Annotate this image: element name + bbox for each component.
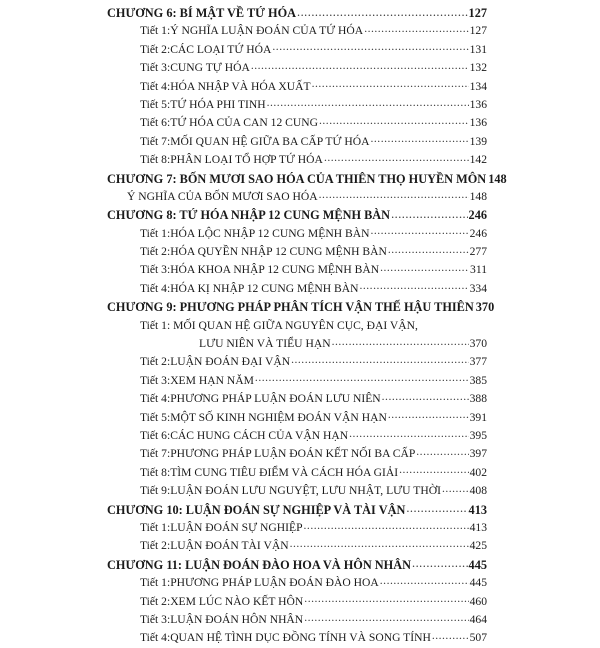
section-label: Tiết 3:	[140, 263, 171, 277]
page-number: 139	[469, 134, 487, 148]
page-number: 142	[469, 153, 487, 167]
page-number: 131	[469, 42, 487, 56]
section-title: QUAN HỆ TÌNH DỤC ĐỒNG TÍNH VÀ SONG TÍNH	[170, 631, 431, 645]
page-number: 134	[469, 79, 487, 93]
toc-chapter-entry	[107, 206, 487, 224]
section-label: Tiết 2:	[140, 594, 171, 608]
page-number: 460	[469, 594, 487, 608]
section-label: Tiết 4:	[140, 392, 171, 406]
page-number: 385	[469, 373, 487, 387]
section-label: Tiết 4:	[140, 631, 171, 645]
chapter-title: CHƯƠNG 11: LUẬN ĐOÁN ĐÀO HOA VÀ HÔN NHÂN	[107, 557, 412, 572]
page-number: 397	[469, 447, 487, 461]
section-label: Tiết 7:	[140, 447, 171, 461]
toc-section-entry	[107, 243, 487, 261]
chapter-title: CHƯƠNG 6: BÍ MẬT VỀ TỨ HÓA	[107, 6, 297, 20]
page-number: 127	[468, 6, 487, 20]
toc-section-entry	[107, 593, 487, 611]
page-number: 136	[469, 116, 487, 130]
section-label: Tiết 3:	[140, 61, 171, 75]
section-label: Tiết 2:	[140, 245, 171, 259]
section-label: Tiết 2:	[140, 355, 171, 369]
section-label: Tiết 8:	[140, 153, 171, 167]
toc-section-entry	[107, 611, 487, 629]
dot-leader	[388, 411, 469, 421]
dot-leader	[319, 190, 469, 200]
page-number: 246	[469, 226, 487, 240]
section-title: HÓA KHOA NHẬP 12 CUNG MỆNH BÀN	[170, 263, 380, 277]
toc-section-entry	[107, 188, 487, 206]
chapter-title: CHƯƠNG 9: PHƯƠNG PHÁP PHÂN TÍCH VẬN THẾ HẬU THIÊN	[107, 300, 474, 315]
section-title: TÌM CUNG TIÊU ĐIỂM VÀ CÁCH HÓA GIẢI	[170, 465, 399, 479]
section-label: Tiết 6:	[140, 116, 171, 130]
dot-leader	[312, 80, 469, 90]
dot-leader	[304, 521, 469, 531]
section-label: Tiết 6:	[140, 429, 171, 442]
section-label: Tiết 1:	[140, 24, 171, 38]
toc-section-entry	[107, 519, 487, 537]
toc-section-entry	[107, 151, 487, 169]
toc-section-entry	[107, 280, 487, 298]
dot-leader	[297, 7, 468, 17]
toc-chapter-entry	[107, 298, 495, 316]
section-title: MỘT SỐ KINH NGHIỆM ĐOÁN VẬN HẠN	[170, 410, 387, 424]
section-title: LUẬN ĐOÁN SỰ NGHIỆP	[170, 520, 303, 534]
section-label: Tiết 1:	[140, 520, 171, 534]
section-title: XEM LÚC NÀO KẾT HÔN	[170, 594, 304, 608]
dot-leader	[272, 43, 468, 53]
section-label: Tiết 7:	[140, 134, 171, 148]
page-number: 370	[475, 300, 495, 315]
toc-section-entry	[107, 22, 487, 40]
toc-chapter-entry	[107, 170, 507, 188]
dot-leader	[399, 466, 469, 476]
toc-section-entry	[107, 96, 487, 114]
dot-leader	[380, 576, 469, 586]
page-number: 413	[468, 502, 487, 517]
section-title: PHƯƠNG PHÁP LUẬN ĐOÁN LƯU NIÊN	[170, 392, 381, 406]
dot-leader	[406, 504, 467, 514]
section-label: Tiết 2:	[140, 42, 171, 56]
section-title: HÓA KỊ NHẬP 12 CUNG MỆNH BÀN	[170, 281, 359, 295]
page-number: 246	[468, 208, 487, 223]
section-title: LUẬN ĐOÁN TÀI VẬN	[170, 539, 289, 553]
section-title: TỨ HÓA CỦA CAN 12 CUNG	[170, 116, 318, 130]
section-label: Tiết 8:	[140, 465, 171, 479]
section-label: Tiết 4:	[140, 79, 171, 93]
dot-leader	[290, 539, 469, 549]
chapter-title: CHƯƠNG 10: LUẬN ĐOÁN SỰ NGHIỆP VÀ TÀI VẬN	[107, 502, 406, 517]
dot-leader	[370, 227, 468, 237]
section-label: Tiết 1:	[140, 226, 171, 240]
toc-section-entry	[107, 261, 487, 279]
page-number: 148	[488, 171, 507, 186]
toc-section-entry	[107, 464, 487, 482]
dot-leader	[359, 282, 468, 292]
page-number: 413	[469, 520, 487, 534]
dot-leader	[380, 263, 469, 273]
page-number: 425	[469, 539, 487, 553]
toc-section-entry	[107, 41, 487, 59]
table-of-contents	[107, 4, 507, 648]
toc-section-entry	[107, 59, 487, 77]
dot-leader	[349, 429, 469, 439]
section-label: Tiết 5:	[140, 97, 171, 111]
section-label: Tiết 1:	[140, 318, 174, 332]
chapter-title: CHƯƠNG 8: TỨ HÓA NHẬP 12 CUNG MỆNH BÀN	[107, 208, 391, 223]
toc-section-entry	[107, 317, 487, 354]
section-title: PHƯƠNG PHÁP LUẬN ĐOÁN ĐÀO HOA	[170, 576, 379, 590]
dot-leader	[364, 24, 468, 34]
page-number: 277	[469, 245, 487, 259]
toc-section-entry	[107, 372, 487, 390]
toc-chapter-entry	[107, 4, 487, 22]
section-label: Tiết 9:	[140, 484, 171, 498]
dot-leader	[416, 447, 468, 457]
page-number: 464	[469, 612, 487, 626]
section-label: Tiết 3:	[140, 373, 171, 387]
section-title: CÁC HUNG CÁCH CỦA VẬN HẠN	[170, 429, 349, 442]
section-title: LUẬN ĐOÁN HÔN NHÂN	[170, 612, 304, 626]
dot-leader	[382, 392, 469, 402]
section-title: Ý NGHĨA CỦA BỐN MƯƠI SAO HÓA	[127, 189, 318, 203]
page-number: 370	[469, 337, 487, 351]
section-title: TỨ HÓA PHI TINH	[170, 97, 266, 111]
section-title-continued: LƯU NIÊN VÀ TIỂU HẠN	[199, 337, 331, 351]
page-number: 388	[469, 392, 487, 406]
section-title: CÁC LOẠI TỨ HÓA	[170, 42, 272, 56]
section-title: HÓA NHẬP VÀ HÓA XUẤT	[170, 79, 311, 93]
dot-leader	[304, 613, 468, 623]
page-number: 445	[468, 557, 487, 572]
section-label: Tiết 5:	[140, 410, 171, 424]
toc-section-entry	[107, 537, 487, 555]
dot-leader	[255, 374, 469, 384]
toc-chapter-entry	[107, 501, 487, 519]
toc-section-entry	[107, 629, 487, 647]
section-title: LUẬN ĐOÁN ĐẠI VẬN	[170, 355, 291, 369]
dot-leader	[442, 484, 469, 494]
toc-section-entry	[107, 225, 487, 243]
page-number: 334	[469, 281, 487, 295]
section-title: HÓA QUYỀN NHẬP 12 CUNG MỆNH BÀN	[170, 245, 387, 259]
toc-section-entry	[107, 427, 487, 445]
toc-section-entry	[107, 133, 487, 151]
toc-section-entry	[107, 409, 487, 427]
page-number: 395	[469, 429, 487, 442]
dot-leader	[432, 631, 469, 641]
toc-section-entry	[107, 78, 487, 96]
page-number: 311	[470, 263, 487, 277]
toc-section-entry	[107, 390, 487, 408]
section-label: Tiết 1:	[140, 576, 171, 590]
dot-leader	[267, 98, 469, 108]
page-number: 507	[469, 631, 487, 645]
toc-section-entry	[107, 353, 487, 371]
page-number: 127	[469, 24, 487, 38]
page-number: 391	[469, 410, 487, 424]
page-number: 136	[469, 97, 487, 111]
section-title: CUNG TỰ HÓA	[170, 61, 250, 75]
dot-leader	[291, 355, 469, 365]
page-number: 402	[469, 465, 487, 479]
page-number: 377	[469, 355, 487, 369]
dot-leader	[388, 245, 469, 255]
dot-leader	[324, 153, 469, 163]
dot-leader	[371, 135, 469, 145]
section-title: LUẬN ĐOÁN LƯU NGUYỆT, LƯU NHẬT, LƯU THỜI	[170, 484, 441, 498]
section-title: PHƯƠNG PHÁP LUẬN ĐOÁN KẾT NỐI BA CẤP	[170, 447, 416, 461]
dot-leader	[332, 337, 469, 347]
page-number: 408	[469, 484, 487, 498]
dot-leader	[412, 559, 468, 569]
section-title: MỐI QUAN HỆ GIỮA NGUYÊN CỤC, ĐẠI VẬN,	[173, 318, 418, 332]
section-title: Ý NGHĨA LUẬN ĐOÁN CỦA TỨ HÓA	[170, 24, 364, 38]
section-title: XEM HẠN NĂM	[170, 373, 254, 387]
section-label: Tiết 3:	[140, 612, 171, 626]
page-number: 148	[469, 189, 487, 203]
section-title: PHÂN LOẠI TỔ HỢP TỨ HÓA	[170, 153, 323, 167]
page-number: 132	[469, 61, 487, 75]
section-label: Tiết 2:	[140, 539, 171, 553]
section-label: Tiết 4:	[140, 281, 171, 295]
dot-leader	[319, 116, 469, 126]
section-title: MỐI QUAN HỆ GIỮA BA CẤP TỨ HÓA	[170, 134, 370, 148]
chapter-title: CHƯƠNG 7: BỐN MƯƠI SAO HÓA CỦA THIÊN THỌ HUYỀN MÔN	[107, 171, 487, 186]
toc-section-entry	[107, 114, 487, 132]
toc-chapter-entry	[107, 556, 487, 574]
section-title: HÓA LỘC NHẬP 12 CUNG MỆNH BÀN	[170, 226, 370, 240]
toc-section-entry	[107, 574, 487, 592]
dot-leader	[251, 61, 469, 71]
dot-leader	[391, 209, 467, 219]
toc-section-entry	[107, 482, 487, 500]
page-number: 445	[469, 576, 487, 590]
toc-section-entry	[107, 445, 487, 463]
